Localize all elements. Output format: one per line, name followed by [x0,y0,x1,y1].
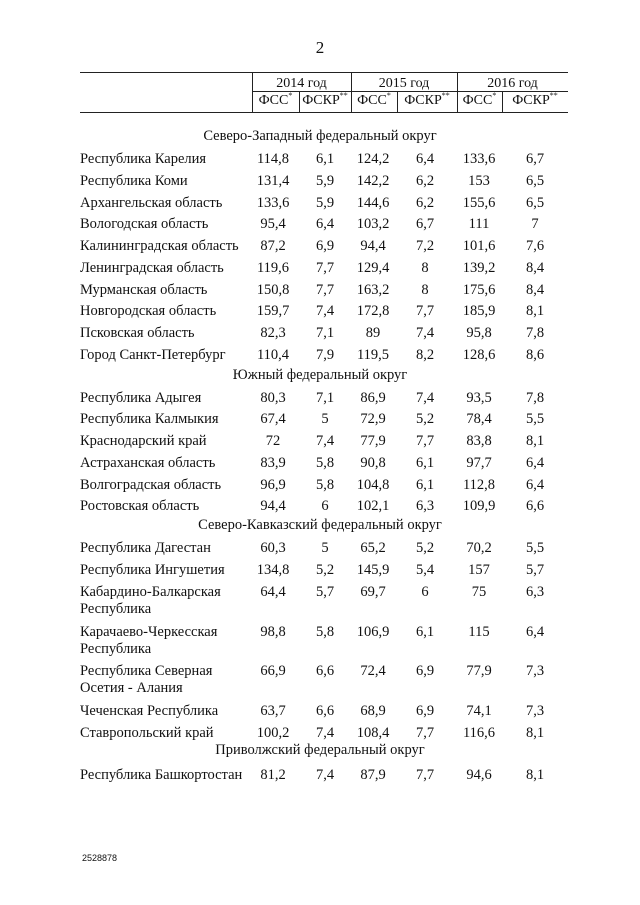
fskr-value: 6 [321,498,329,514]
fss-value: 67,4 [260,411,286,427]
fskr-value: 6,7 [415,216,435,232]
region-name: Астраханская область [80,455,216,471]
region-name: Республика Адыгея [80,390,202,406]
fskr-value: 5,7 [315,584,335,600]
fss-value: 134,8 [256,562,290,578]
fss-value: 145,9 [356,562,390,578]
fss-value: 83,8 [466,433,492,449]
fss-value: 72 [265,433,281,449]
header-year-2015: 2015 год [378,76,430,91]
region-name: Мурманская область [80,282,208,298]
fss-value: 64,4 [260,584,286,600]
fskr-value: 7,4 [315,767,335,783]
fskr-value: 8,1 [525,767,545,783]
fskr-value: 7,8 [525,325,545,341]
section-title: Северо-Западный федеральный округ [203,128,437,144]
fss-value: 129,4 [356,260,390,276]
fss-value: 78,4 [466,411,492,427]
section-title: Северо-Кавказский федеральный округ [198,517,442,533]
fskr-value: 6,1 [315,151,335,167]
fskr-value: 5,8 [315,455,335,471]
fskr-value: 5,9 [315,195,335,211]
fss-value: 69,7 [360,584,386,600]
fss-value: 150,8 [256,282,290,298]
fss-value: 155,6 [462,195,496,211]
fss-value: 111 [468,216,490,232]
region-name: Чеченская Республика [80,703,219,719]
fss-value: 133,6 [256,195,290,211]
header-sub-fss: ФСС* [258,91,293,108]
fss-value: 83,9 [260,455,286,471]
fss-value: 172,8 [356,303,390,319]
fskr-value: 5,8 [315,477,335,493]
header-sub-fskr: ФСКР** [512,91,558,108]
header-sub-fss: ФСС* [357,91,391,108]
fskr-value: 5,2 [315,562,335,578]
region-name: Республика Ингушетия [80,562,225,578]
fss-value: 103,2 [356,216,390,232]
fss-value: 77,9 [466,663,492,679]
fskr-value: 8 [421,282,429,298]
fskr-value: 7,4 [315,303,335,319]
document-code: 2528878 [82,853,118,863]
fss-value: 96,9 [260,477,286,493]
fskr-value: 7,7 [315,282,335,298]
header-sub-fskr: ФСКР** [404,91,450,108]
fss-value: 144,6 [356,195,390,211]
fss-value: 75 [471,584,487,600]
fss-value: 66,9 [260,663,286,679]
fss-value: 114,8 [256,151,290,167]
region-name: Республика Коми [80,173,188,189]
fss-value: 89 [365,325,381,341]
fskr-value: 6,5 [525,173,545,189]
region-name: Республика Башкортостан [80,767,243,783]
fss-value: 87,9 [360,767,386,783]
fskr-value: 7,8 [525,390,545,406]
fss-value: 94,4 [260,498,286,514]
fss-value: 124,2 [356,151,390,167]
region-name: Ростовская область [80,498,200,514]
page-number: 2 [315,38,325,57]
fskr-value: 6,3 [525,584,545,600]
fss-value: 159,7 [256,303,290,319]
fss-value: 128,6 [462,347,496,363]
fskr-value: 7,7 [415,433,435,449]
header-year-2014: 2014 год [276,76,327,91]
fskr-value: 5 [321,540,329,556]
fss-value: 86,9 [360,390,386,406]
fskr-value: 7 [531,216,539,232]
fss-value: 68,9 [360,703,386,719]
fskr-value: 8,4 [525,260,545,276]
fss-value: 63,7 [260,703,286,719]
region-name: Республика Дагестан [80,540,211,556]
fss-value: 94,4 [360,238,386,254]
fskr-value: 7,6 [525,238,545,254]
fss-value: 90,8 [360,455,386,471]
fss-value: 153 [468,173,490,189]
region-name: Псковская область [80,325,195,341]
fss-value: 119,6 [256,260,290,276]
fskr-value: 6,5 [525,195,545,211]
fskr-value: 5,5 [525,540,545,556]
fss-value: 77,9 [360,433,386,449]
fss-value: 87,2 [260,238,286,254]
fss-value: 102,1 [356,498,390,514]
fskr-value: 7,4 [415,390,435,406]
fskr-value: 5 [321,411,329,427]
fss-value: 185,9 [462,303,496,319]
fskr-value: 6,1 [415,624,435,640]
fskr-value: 5,8 [315,624,335,640]
fskr-value: 7,1 [315,390,335,406]
fskr-value: 7,7 [415,767,435,783]
fss-value: 108,4 [356,725,390,741]
fskr-value: 8,1 [525,725,545,741]
fss-value: 163,2 [356,282,390,298]
region-name: Республика Карелия [80,151,207,167]
header-sub-fss: ФСС* [462,91,497,108]
fskr-value: 8 [421,260,429,276]
fss-value: 104,8 [356,477,390,493]
fskr-value: 5,5 [525,411,545,427]
fskr-value: 6,6 [315,663,335,679]
fskr-value: 6,4 [525,477,545,493]
fskr-value: 7,2 [415,238,435,254]
header-top-rule [80,72,568,73]
fss-value: 112,8 [462,477,496,493]
fskr-value: 6,9 [415,663,435,679]
fskr-value: 6,1 [415,477,435,493]
fss-value: 119,5 [356,347,390,363]
fss-value: 97,7 [466,455,492,471]
fskr-value: 5,2 [415,411,435,427]
fss-value: 100,2 [256,725,290,741]
fss-value: 95,4 [260,216,286,232]
fss-value: 82,3 [260,325,286,341]
fskr-value: 7,3 [525,703,545,719]
region-name: Вологодская область [80,216,209,232]
fskr-value: 5,9 [315,173,335,189]
fss-value: 94,6 [466,767,492,783]
fskr-value: 8,2 [415,347,435,363]
fskr-value: 5,4 [415,562,435,578]
fss-value: 98,8 [260,624,286,640]
fskr-value: 7,4 [415,325,435,341]
region-name: Карачаево-Черкесская Республика [80,624,218,657]
fskr-value: 6,4 [315,216,335,232]
fss-value: 110,4 [256,347,290,363]
region-name: Республика Северная Осетия - Алания [80,663,213,696]
region-name: Кабардино-Балкарская Республика [80,584,221,617]
fss-value: 72,9 [360,411,386,427]
fss-value: 131,4 [256,173,290,189]
fskr-value: 6,3 [415,498,435,514]
fskr-value: 6,4 [525,624,545,640]
region-name: Волгоградская область [80,477,222,493]
fss-value: 80,3 [260,390,286,406]
fskr-value: 6 [421,584,429,600]
fskr-value: 7,4 [315,725,335,741]
fskr-value: 6,4 [415,151,435,167]
fss-value: 133,6 [462,151,496,167]
fss-value: 115 [468,624,490,640]
fskr-value: 7,3 [525,663,545,679]
fss-value: 81,2 [260,767,286,783]
region-name: Республика Калмыкия [80,411,219,427]
fskr-value: 6,1 [415,455,435,471]
fss-value: 70,2 [466,540,492,556]
fss-value: 106,9 [356,624,390,640]
fskr-value: 8,4 [525,282,545,298]
fss-value: 101,6 [462,238,496,254]
header-year-2016: 2016 год [487,76,538,91]
fskr-value: 7,7 [415,303,435,319]
fskr-value: 6,9 [315,238,335,254]
fss-value: 175,6 [462,282,496,298]
region-name: Новгородская область [80,303,217,319]
fskr-value: 5,2 [415,540,435,556]
fskr-value: 7,4 [315,433,335,449]
fss-value: 142,2 [356,173,390,189]
section-title: Приволжский федеральный округ [215,742,425,758]
fss-value: 60,3 [260,540,286,556]
fskr-value: 8,1 [525,433,545,449]
fss-value: 109,9 [462,498,496,514]
fss-value: 65,2 [360,540,386,556]
header-bottom-rule [80,112,568,113]
fss-value: 93,5 [466,390,492,406]
fss-value: 95,8 [466,325,492,341]
fskr-value: 7,1 [315,325,335,341]
fss-value: 116,6 [462,725,496,741]
fskr-value: 8,6 [525,347,545,363]
fskr-value: 6,2 [415,195,435,211]
region-name: Город Санкт-Петербург [80,347,226,363]
fskr-value: 6,2 [415,173,435,189]
fss-value: 139,2 [462,260,496,276]
region-name: Ленинградская область [80,260,224,276]
fskr-value: 6,9 [415,703,435,719]
fskr-value: 7,7 [315,260,335,276]
region-name: Архангельская область [80,195,223,211]
fss-value: 157 [468,562,490,578]
fskr-value: 6,6 [525,498,545,514]
fskr-value: 8,1 [525,303,545,319]
fskr-value: 6,4 [525,455,545,471]
section-title: Южный федеральный округ [232,367,408,383]
fskr-value: 5,7 [525,562,545,578]
header-sub-fskr: ФСКР** [302,91,348,108]
fss-value: 74,1 [466,703,492,719]
fskr-value: 6,7 [525,151,545,167]
fskr-value: 7,9 [315,347,335,363]
region-name: Краснодарский край [80,433,207,449]
fskr-value: 6,6 [315,703,335,719]
fss-value: 72,4 [360,663,386,679]
fskr-value: 7,7 [415,725,435,741]
region-name: Ставропольский край [80,725,214,741]
region-name: Калининградская область [80,238,239,254]
